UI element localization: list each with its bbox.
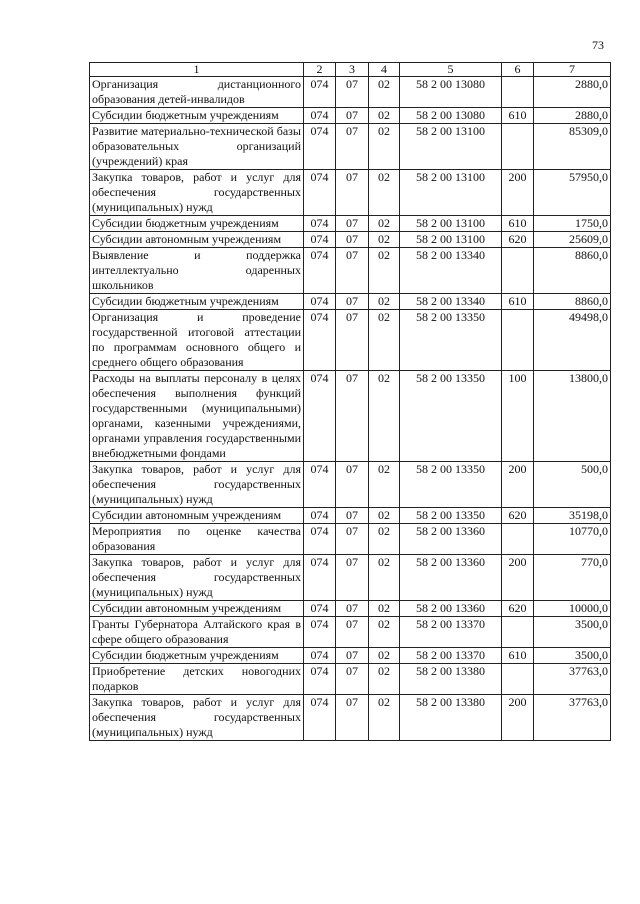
subsection-code-cell: 02 — [369, 170, 400, 216]
column-header: 1 — [90, 63, 304, 77]
subsection-code-cell: 02 — [369, 664, 400, 695]
ministry-code-cell: 074 — [304, 601, 336, 617]
subsection-code-cell: 02 — [369, 508, 400, 524]
table-row — [90, 462, 611, 508]
table-row — [90, 648, 611, 664]
expense-type-cell: 620 — [502, 601, 534, 617]
subsection-code-cell: 02 — [369, 462, 400, 508]
ministry-code-cell: 074 — [304, 232, 336, 248]
target-article-cell: 58 2 00 13340 — [400, 294, 502, 310]
target-article-cell: 58 2 00 13340 — [400, 248, 502, 294]
row-name-cell: Организация дистанционного образования детей-инвалидов — [90, 77, 304, 108]
table-row — [90, 170, 611, 216]
expense-type-cell — [502, 617, 534, 648]
section-code-cell: 07 — [336, 248, 369, 294]
target-article-cell: 58 2 00 13350 — [400, 371, 502, 462]
expense-type-cell: 620 — [502, 232, 534, 248]
table-row — [90, 524, 611, 555]
section-code-cell: 07 — [336, 648, 369, 664]
target-article-cell: 58 2 00 13100 — [400, 170, 502, 216]
expense-type-cell: 200 — [502, 695, 534, 741]
target-article-cell: 58 2 00 13080 — [400, 77, 502, 108]
expense-type-cell: 200 — [502, 555, 534, 601]
ministry-code-cell: 074 — [304, 555, 336, 601]
amount-cell: 85309,0 — [534, 124, 611, 170]
column-header: 6 — [502, 63, 534, 77]
expense-type-cell: 100 — [502, 371, 534, 462]
row-name-cell: Субсидии автономным учреждениям — [90, 232, 304, 248]
page-number: 73 — [592, 38, 604, 52]
table-body — [90, 77, 611, 741]
row-name-cell: Закупка товаров, работ и услуг для обеспечения государственных (муниципальных) нужд — [90, 555, 304, 601]
expense-type-cell — [502, 248, 534, 294]
amount-cell: 35198,0 — [534, 508, 611, 524]
row-name-cell: Субсидии автономным учреждениям — [90, 508, 304, 524]
amount-cell: 37763,0 — [534, 695, 611, 741]
amount-cell: 2880,0 — [534, 108, 611, 124]
target-article-cell: 58 2 00 13360 — [400, 524, 502, 555]
expense-type-cell: 610 — [502, 108, 534, 124]
table-row — [90, 124, 611, 170]
row-name-cell: Субсидии бюджетным учреждениям — [90, 648, 304, 664]
table-row — [90, 555, 611, 601]
subsection-code-cell: 02 — [369, 617, 400, 648]
table-row — [90, 248, 611, 294]
section-code-cell: 07 — [336, 170, 369, 216]
target-article-cell: 58 2 00 13380 — [400, 695, 502, 741]
target-article-cell: 58 2 00 13350 — [400, 310, 502, 371]
table-row — [90, 508, 611, 524]
table-row — [90, 77, 611, 108]
ministry-code-cell: 074 — [304, 294, 336, 310]
target-article-cell: 58 2 00 13080 — [400, 108, 502, 124]
row-name-cell: Субсидии бюджетным учреждениям — [90, 294, 304, 310]
ministry-code-cell: 074 — [304, 371, 336, 462]
row-name-cell: Расходы на выплаты персоналу в целях обеспечения выполнения функций государственными (муниципальными) органами, казенными учреждениями, органами управления государственными внебюджетными фондами — [90, 371, 304, 462]
section-code-cell: 07 — [336, 371, 369, 462]
row-name-cell: Гранты Губернатора Алтайского края в сфере общего образования — [90, 617, 304, 648]
amount-cell: 500,0 — [534, 462, 611, 508]
target-article-cell: 58 2 00 13350 — [400, 462, 502, 508]
ministry-code-cell: 074 — [304, 216, 336, 232]
ministry-code-cell: 074 — [304, 248, 336, 294]
ministry-code-cell: 074 — [304, 617, 336, 648]
amount-cell: 3500,0 — [534, 617, 611, 648]
subsection-code-cell: 02 — [369, 294, 400, 310]
column-header: 2 — [304, 63, 336, 77]
amount-cell: 8860,0 — [534, 294, 611, 310]
row-name-cell: Закупка товаров, работ и услуг для обеспечения государственных (муниципальных) нужд — [90, 695, 304, 741]
table-row — [90, 232, 611, 248]
expense-type-cell — [502, 77, 534, 108]
ministry-code-cell: 074 — [304, 462, 336, 508]
target-article-cell: 58 2 00 13370 — [400, 617, 502, 648]
subsection-code-cell: 02 — [369, 310, 400, 371]
target-article-cell: 58 2 00 13380 — [400, 664, 502, 695]
ministry-code-cell: 074 — [304, 695, 336, 741]
row-name-cell: Приобретение детских новогодних подарков — [90, 664, 304, 695]
target-article-cell: 58 2 00 13360 — [400, 555, 502, 601]
amount-cell: 49498,0 — [534, 310, 611, 371]
target-article-cell: 58 2 00 13100 — [400, 232, 502, 248]
section-code-cell: 07 — [336, 695, 369, 741]
row-name-cell: Развитие материально-технической базы образовательных организаций (учреждений) края — [90, 124, 304, 170]
amount-cell: 1750,0 — [534, 216, 611, 232]
table-row — [90, 601, 611, 617]
section-code-cell: 07 — [336, 601, 369, 617]
ministry-code-cell: 074 — [304, 664, 336, 695]
table-row — [90, 695, 611, 741]
column-header: 7 — [534, 63, 611, 77]
header-row — [90, 63, 611, 77]
subsection-code-cell: 02 — [369, 648, 400, 664]
row-name-cell: Субсидии бюджетным учреждениям — [90, 108, 304, 124]
subsection-code-cell: 02 — [369, 108, 400, 124]
section-code-cell: 07 — [336, 216, 369, 232]
expense-type-cell: 200 — [502, 170, 534, 216]
subsection-code-cell: 02 — [369, 124, 400, 170]
table-row — [90, 664, 611, 695]
ministry-code-cell: 074 — [304, 124, 336, 170]
column-header: 3 — [336, 63, 369, 77]
target-article-cell: 58 2 00 13100 — [400, 216, 502, 232]
ministry-code-cell: 074 — [304, 77, 336, 108]
section-code-cell: 07 — [336, 310, 369, 371]
table-row — [90, 108, 611, 124]
expense-type-cell — [502, 664, 534, 695]
amount-cell: 57950,0 — [534, 170, 611, 216]
section-code-cell: 07 — [336, 108, 369, 124]
amount-cell: 10770,0 — [534, 524, 611, 555]
row-name-cell: Организация и проведение государственной итоговой аттестации по программам основного общего и среднего общего образования — [90, 310, 304, 371]
ministry-code-cell: 074 — [304, 108, 336, 124]
expense-type-cell — [502, 310, 534, 371]
row-name-cell: Мероприятия по оценке качества образования — [90, 524, 304, 555]
expense-type-cell — [502, 524, 534, 555]
amount-cell: 3500,0 — [534, 648, 611, 664]
row-name-cell: Субсидии автономным учреждениям — [90, 601, 304, 617]
ministry-code-cell: 074 — [304, 170, 336, 216]
expense-type-cell: 610 — [502, 648, 534, 664]
section-code-cell: 07 — [336, 462, 369, 508]
amount-cell: 37763,0 — [534, 664, 611, 695]
section-code-cell: 07 — [336, 124, 369, 170]
table-row — [90, 216, 611, 232]
subsection-code-cell: 02 — [369, 232, 400, 248]
expense-type-cell: 610 — [502, 216, 534, 232]
subsection-code-cell: 02 — [369, 695, 400, 741]
amount-cell: 13800,0 — [534, 371, 611, 462]
row-name-cell: Выявление и поддержка интеллектуально одаренных школьников — [90, 248, 304, 294]
expense-type-cell: 620 — [502, 508, 534, 524]
column-header: 4 — [369, 63, 400, 77]
ministry-code-cell: 074 — [304, 310, 336, 371]
target-article-cell: 58 2 00 13370 — [400, 648, 502, 664]
table-row — [90, 617, 611, 648]
expense-type-cell: 200 — [502, 462, 534, 508]
amount-cell: 25609,0 — [534, 232, 611, 248]
subsection-code-cell: 02 — [369, 248, 400, 294]
table-row — [90, 371, 611, 462]
section-code-cell: 07 — [336, 617, 369, 648]
section-code-cell: 07 — [336, 524, 369, 555]
section-code-cell: 07 — [336, 664, 369, 695]
subsection-code-cell: 02 — [369, 371, 400, 462]
subsection-code-cell: 02 — [369, 524, 400, 555]
ministry-code-cell: 074 — [304, 524, 336, 555]
subsection-code-cell: 02 — [369, 601, 400, 617]
row-name-cell: Субсидии бюджетным учреждениям — [90, 216, 304, 232]
expense-type-cell — [502, 124, 534, 170]
target-article-cell: 58 2 00 13350 — [400, 508, 502, 524]
section-code-cell: 07 — [336, 232, 369, 248]
column-header: 5 — [400, 63, 502, 77]
section-code-cell: 07 — [336, 508, 369, 524]
target-article-cell: 58 2 00 13360 — [400, 601, 502, 617]
table-row — [90, 310, 611, 371]
section-code-cell: 07 — [336, 555, 369, 601]
subsection-code-cell: 02 — [369, 77, 400, 108]
row-name-cell: Закупка товаров, работ и услуг для обеспечения государственных (муниципальных) нужд — [90, 170, 304, 216]
budget-table — [89, 62, 611, 741]
section-code-cell: 07 — [336, 294, 369, 310]
subsection-code-cell: 02 — [369, 555, 400, 601]
amount-cell: 10000,0 — [534, 601, 611, 617]
expense-type-cell: 610 — [502, 294, 534, 310]
amount-cell: 770,0 — [534, 555, 611, 601]
amount-cell: 8860,0 — [534, 248, 611, 294]
section-code-cell: 07 — [336, 77, 369, 108]
row-name-cell: Закупка товаров, работ и услуг для обеспечения государственных (муниципальных) нужд — [90, 462, 304, 508]
amount-cell: 2880,0 — [534, 77, 611, 108]
ministry-code-cell: 074 — [304, 508, 336, 524]
table-row — [90, 294, 611, 310]
subsection-code-cell: 02 — [369, 216, 400, 232]
ministry-code-cell: 074 — [304, 648, 336, 664]
target-article-cell: 58 2 00 13100 — [400, 124, 502, 170]
